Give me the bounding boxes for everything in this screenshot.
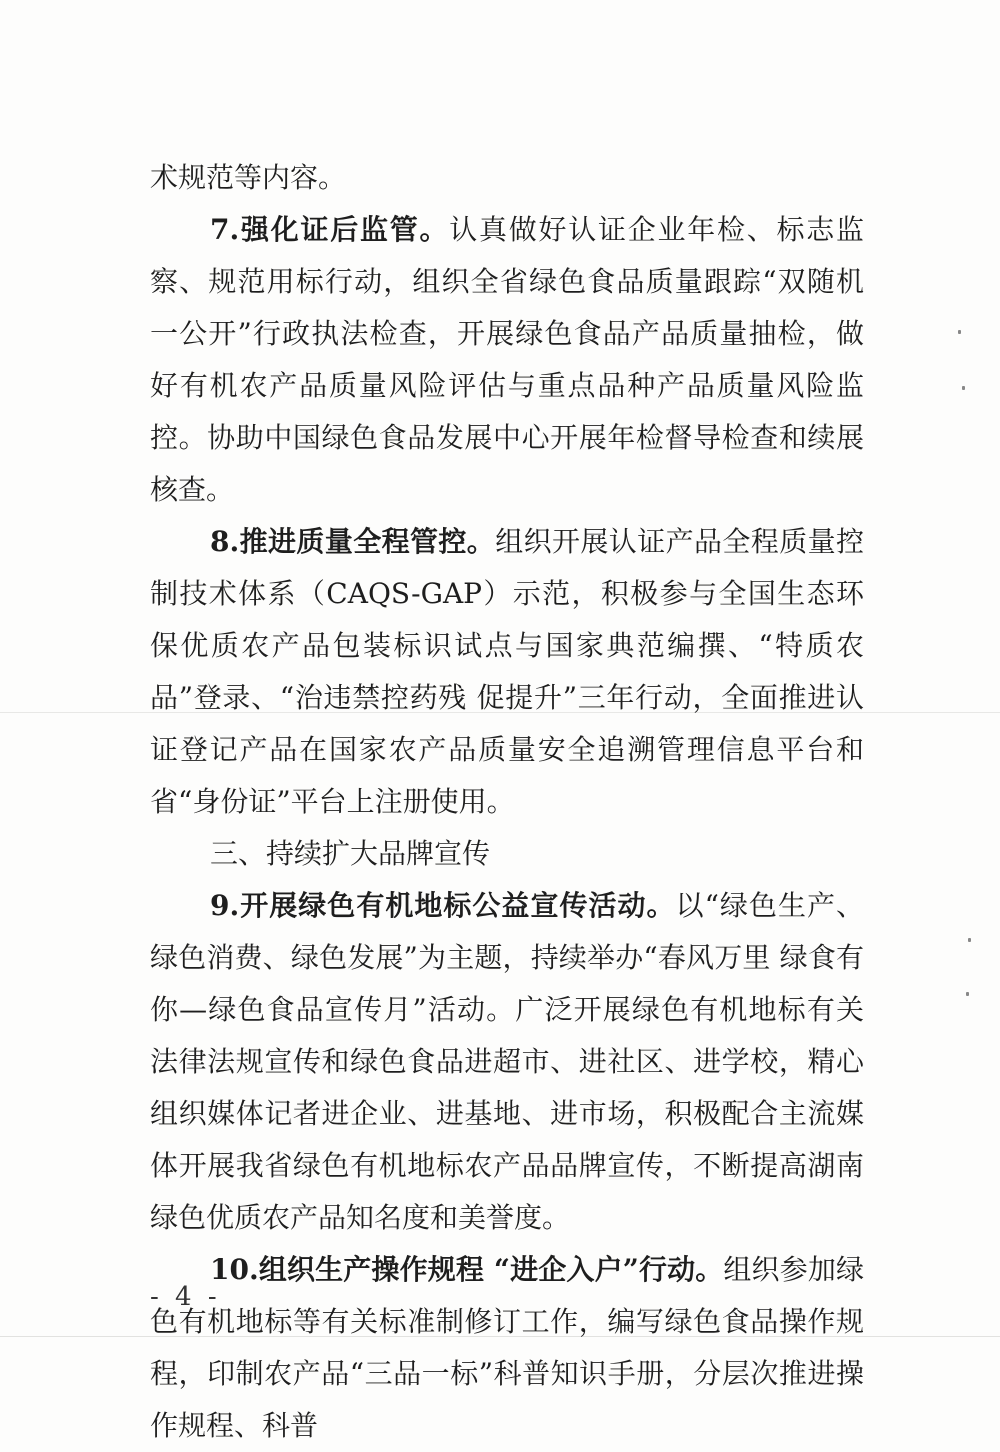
paragraph-9 — [150, 880, 864, 1244]
page-number: - 4 - — [150, 1282, 221, 1312]
paragraph-continuation — [150, 152, 864, 204]
paragraph-7 — [150, 204, 864, 516]
scan-speck — [966, 992, 969, 996]
paragraph-10 — [150, 1244, 864, 1452]
scan-speck — [968, 938, 971, 942]
paragraph-text: 组织参加绿色有机地标等有关标准制修订工作，编写绿色食品操作规程，印制农产品“三品一标”科普知识手册，分层次推进操作规程、科普 — [150, 1253, 864, 1442]
section-heading-3: 三、持续扩大品牌宣传 — [210, 837, 491, 870]
scan-speck — [958, 330, 961, 334]
paragraph-text: 认真做好认证企业年检、标志监察、规范用标行动，组织全省绿色食品质量跟踪“双随机一公开”行政执法检查，开展绿色食品产品质量抽检，做好有机农产品质量风险评估与重点品种产品质量风险监控。协助中国绿色食品发展中心开展年检督导检查和续展核查。 — [150, 213, 864, 506]
paragraph-8 — [150, 516, 864, 828]
paragraph-text: 以“绿色生产、绿色消费、绿色发展”为主题，持续举办“春风万里 绿食有你—绿色食品宣传月”活动。广泛开展绿色有机地标有关法律法规宣传和绿色食品进超市、进社区、进学校，精心组织媒体记者进企业、进基地、进市场，积极配合主流媒体开展我省绿色有机地标农产品品牌宣传，不断提高湖南绿色优质农产品知名度和美誉度。 — [150, 889, 864, 1234]
body-text — [150, 152, 864, 1452]
paragraph-lead: 10.组织生产操作规程 “进企入户”行动。 — [210, 1253, 724, 1286]
paragraph-lead: 8.推进质量全程管控。 — [210, 525, 496, 558]
paragraph-text: 组织开展认证产品全程质量控制技术体系（CAQS-GAP）示范，积极参与全国生态环保优质农产品包装标识试点与国家典范编撰、“特质农品”登录、“治违禁控药残 促提升”三年行动，全面推进认证登记产品在国家农产品质量安全追溯管理信息平台和省“身份证”平台上注册使用。 — [150, 525, 864, 818]
scan-speck — [962, 386, 965, 390]
paragraph-lead: 7.强化证后监管。 — [210, 213, 450, 246]
paragraph-text: 术规范等内容。 — [150, 161, 347, 194]
paragraph-lead: 9.开展绿色有机地标公益宣传活动。 — [210, 889, 676, 922]
